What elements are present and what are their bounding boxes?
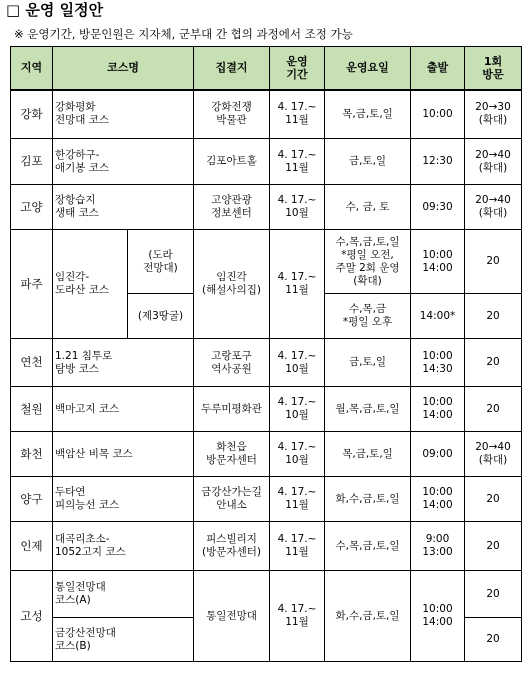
meeting-cell: 고양관광 정보센터 <box>194 185 270 230</box>
departure-cell: 09:00 <box>411 432 465 477</box>
header-period: 운영 기간 <box>270 47 325 90</box>
period-cell: 4. 17.~ 10월 <box>270 339 325 387</box>
departure-cell: 9:00 13:00 <box>411 522 465 571</box>
region-cell: 김포 <box>11 139 53 185</box>
days-cell: 수,목,금,토,일 *평일 오전, 주말 2회 운영 (확대) <box>325 230 411 294</box>
visitors-cell: 20→40 (확대) <box>465 139 522 185</box>
header-visitors: 1회 방문 <box>465 47 522 90</box>
header-course: 코스명 <box>53 47 194 90</box>
days-cell: 목,금,토,일 <box>325 90 411 139</box>
page-title: □ 운영 일정안 <box>6 1 104 19</box>
region-cell: 화천 <box>11 432 53 477</box>
period-cell: 4. 17.~ 11월 <box>270 90 325 139</box>
region-cell: 철원 <box>11 387 53 432</box>
region-cell: 인제 <box>11 522 53 571</box>
visitors-cell: 20 <box>465 618 522 662</box>
meeting-cell: 피스빌리지 (방문자센터) <box>194 522 270 571</box>
departure-cell: 10:00 14:00 <box>411 230 465 294</box>
meeting-cell: 고랑포구 역사공원 <box>194 339 270 387</box>
table-row <box>11 571 522 618</box>
days-cell: 금,토,일 <box>325 339 411 387</box>
visitors-cell: 20 <box>465 294 522 339</box>
visitors-cell: 20 <box>465 230 522 294</box>
course-cell: 백암산 비목 코스 <box>53 432 194 477</box>
days-cell: 수,목,금 *평일 오후 <box>325 294 411 339</box>
header-departure: 출발 <box>411 47 465 90</box>
sub-course-cell: (도라 전망대) <box>128 230 194 294</box>
departure-cell: 12:30 <box>411 139 465 185</box>
visitors-cell: 20→40 (확대) <box>465 185 522 230</box>
region-cell: 파주 <box>11 230 53 339</box>
meeting-cell: 통일전망대 <box>194 571 270 662</box>
region-cell: 고성 <box>11 571 53 662</box>
departure-cell: 10:00 14:30 <box>411 339 465 387</box>
table-row <box>11 185 522 230</box>
period-cell: 4. 17.~ 10월 <box>270 387 325 432</box>
meeting-cell: 화천읍 방문자센터 <box>194 432 270 477</box>
meeting-cell: 김포아트홀 <box>194 139 270 185</box>
course-cell: 1.21 침투로 탐방 코스 <box>53 339 194 387</box>
visitors-cell: 20 <box>465 571 522 618</box>
meeting-cell: 두루미평화관 <box>194 387 270 432</box>
course-cell: 강화평화 전망대 코스 <box>53 90 194 139</box>
table-row <box>11 139 522 185</box>
table-row <box>11 387 522 432</box>
period-cell: 4. 17.~ 11월 <box>270 477 325 522</box>
days-cell: 화,수,금,토,일 <box>325 571 411 662</box>
course-cell: 임진각- 도라산 코스 <box>53 230 128 339</box>
header-region: 지역 <box>11 47 53 90</box>
adjustment-note: ※ 운영기간, 방문인원은 지자체, 군부대 간 협의 과정에서 조정 가능 <box>14 27 353 41</box>
course-cell: 두타연 피의능선 코스 <box>53 477 194 522</box>
schedule-table <box>10 46 522 662</box>
course-cell: 금강산전망대 코스(B) <box>53 618 194 662</box>
period-cell: 4. 17.~ 11월 <box>270 230 325 339</box>
departure-cell: 10:00 <box>411 90 465 139</box>
period-cell: 4. 17.~ 11월 <box>270 571 325 662</box>
sub-course-cell: (제3땅굴) <box>128 294 194 339</box>
period-cell: 4. 17.~ 10월 <box>270 432 325 477</box>
header-meeting-point: 집결지 <box>194 47 270 90</box>
visitors-cell: 20 <box>465 339 522 387</box>
visitors-cell: 20 <box>465 522 522 571</box>
course-cell: 백마고지 코스 <box>53 387 194 432</box>
header-days: 운영요일 <box>325 47 411 90</box>
course-cell: 장항습지 생태 코스 <box>53 185 194 230</box>
departure-cell: 09:30 <box>411 185 465 230</box>
region-cell: 고양 <box>11 185 53 230</box>
table-row <box>11 230 522 294</box>
visitors-cell: 20→40 (확대) <box>465 432 522 477</box>
departure-cell: 10:00 14:00 <box>411 477 465 522</box>
table-row <box>11 339 522 387</box>
visitors-cell: 20→30 (확대) <box>465 90 522 139</box>
table-row <box>11 90 522 139</box>
meeting-cell: 강화전쟁 박물관 <box>194 90 270 139</box>
period-cell: 4. 17.~ 11월 <box>270 522 325 571</box>
period-cell: 4. 17.~ 10월 <box>270 185 325 230</box>
header-row <box>11 47 522 90</box>
region-cell: 강화 <box>11 90 53 139</box>
days-cell: 화,수,금,토,일 <box>325 477 411 522</box>
departure-cell: 14:00* <box>411 294 465 339</box>
meeting-cell: 금강산가는길 안내소 <box>194 477 270 522</box>
meeting-cell: 임진각 (해설사의집) <box>194 230 270 339</box>
table-row <box>11 432 522 477</box>
region-cell: 양구 <box>11 477 53 522</box>
region-cell: 연천 <box>11 339 53 387</box>
departure-cell: 10:00 14:00 <box>411 571 465 662</box>
days-cell: 월,목,금,토,일 <box>325 387 411 432</box>
visitors-cell: 20 <box>465 387 522 432</box>
days-cell: 수, 금, 토 <box>325 185 411 230</box>
visitors-cell: 20 <box>465 477 522 522</box>
period-cell: 4. 17.~ 11월 <box>270 139 325 185</box>
course-cell: 통일전망대 코스(A) <box>53 571 194 618</box>
course-cell: 한강하구- 애기봉 코스 <box>53 139 194 185</box>
table-row <box>11 477 522 522</box>
departure-cell: 10:00 14:00 <box>411 387 465 432</box>
table-row <box>11 522 522 571</box>
days-cell: 금,토,일 <box>325 139 411 185</box>
course-cell: 대곡리초소- 1052고지 코스 <box>53 522 194 571</box>
days-cell: 수,목,금,토,일 <box>325 522 411 571</box>
days-cell: 목,금,토,일 <box>325 432 411 477</box>
